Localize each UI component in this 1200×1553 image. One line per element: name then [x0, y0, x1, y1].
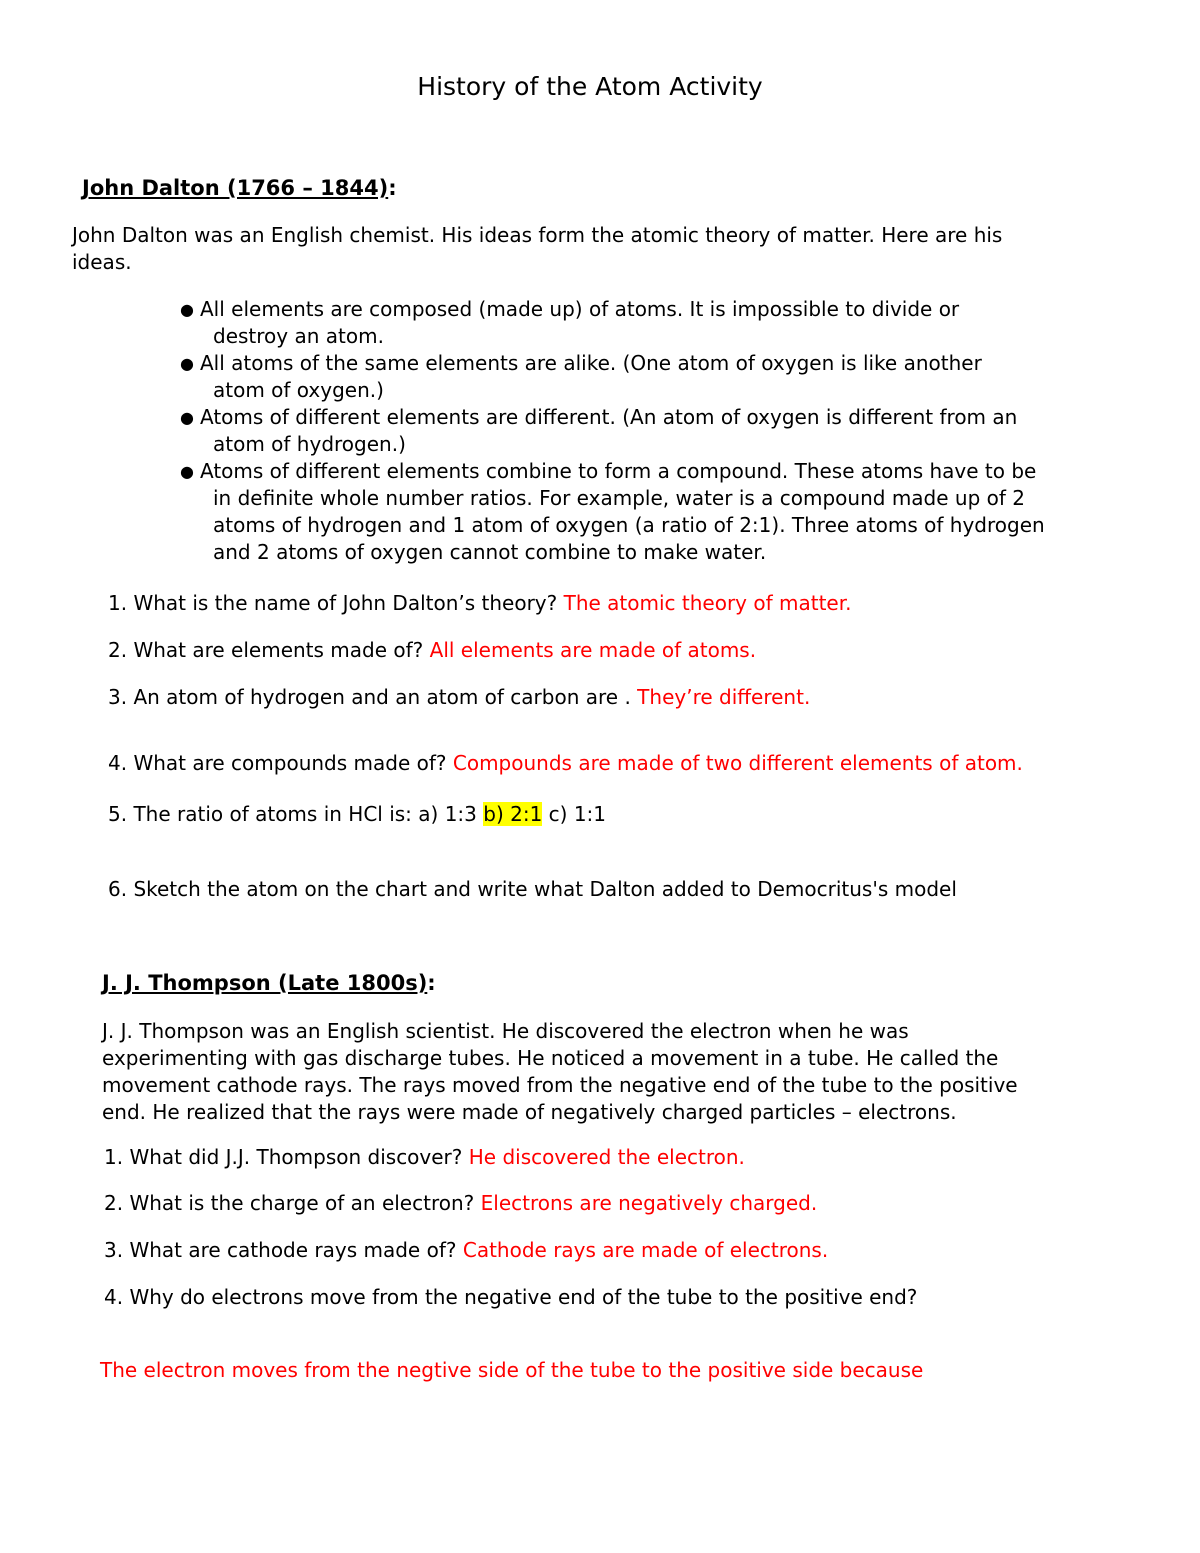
- dalton-question-4: [108, 750, 1023, 777]
- dalton-bullet-3: [180, 404, 1018, 458]
- dalton-question-5: [108, 801, 606, 828]
- thompson-intro: [102, 1018, 1018, 1126]
- dalton-question-3: [108, 684, 810, 711]
- answer-text: Electrons are negatively charged.: [480, 1191, 818, 1215]
- bullet-line: Atoms of different elements are different. (An atom of oxygen is different from an: [200, 405, 1018, 429]
- bullet-line: in definite whole number ratios. For example, water is a compound made up of 2: [213, 486, 1026, 510]
- thompson-question-1: [104, 1144, 745, 1171]
- question-text: 1. What did J.J. Thompson discover?: [104, 1145, 463, 1169]
- dalton-question-6: 6. Sketch the atom on the chart and write what Dalton added to Democritus's model: [108, 877, 957, 901]
- bullet-dot-icon: ●: [180, 354, 194, 373]
- question-text: 2. What are elements made of?: [108, 638, 424, 662]
- dalton-heading: [82, 176, 397, 200]
- question-text: 2. What is the charge of an electron?: [104, 1191, 475, 1215]
- thompson-question-4: [104, 1284, 917, 1311]
- answer-text: Cathode rays are made of electrons.: [462, 1238, 829, 1262]
- dalton-intro-line1: John Dalton was an English chemist. His ideas form the atomic theory of matter. Here are his: [72, 223, 1003, 247]
- answer-text: All elements are made of atoms.: [429, 638, 757, 662]
- question-option: c) 1:1: [548, 802, 606, 826]
- question-text: 1. What is the name of John Dalton’s theory?: [108, 591, 558, 615]
- bullet-line: and 2 atoms of oxygen cannot combine to make water.: [213, 540, 767, 564]
- question-text: 5. The ratio of atoms in HCl is: a) 1:3: [108, 802, 477, 826]
- answer-text: They’re different.: [637, 685, 811, 709]
- dalton-heading-text: John Dalton (1766 – 1844): [82, 176, 389, 200]
- dalton-bullet-2: [180, 350, 982, 404]
- answer-text: He discovered the electron.: [468, 1145, 745, 1169]
- thompson-heading-text: J. J. Thompson (Late 1800s): [102, 971, 428, 995]
- intro-line: movement cathode rays. The rays moved from the negative end of the tube to the positive: [102, 1073, 1018, 1097]
- thompson-heading-colon: :: [427, 971, 436, 995]
- thompson-heading: [102, 971, 436, 995]
- question-text: 3. What are cathode rays made of?: [104, 1238, 457, 1262]
- thompson-question-2: [104, 1190, 817, 1217]
- intro-line: experimenting with gas discharge tubes. He noticed a movement in a tube. He called the: [102, 1046, 999, 1070]
- dalton-intro-line2: ideas.: [72, 250, 132, 274]
- bullet-line: atoms of hydrogen and 1 atom of oxygen (a ratio of 2:1). Three atoms of hydrogen: [213, 513, 1045, 537]
- intro-line: J. J. Thompson was an English scientist. He discovered the electron when he was: [102, 1019, 909, 1043]
- dalton-bullet-4: [180, 458, 1045, 566]
- intro-line: end. He realized that the rays were made of negatively charged particles – electrons.: [102, 1100, 957, 1124]
- bullet-line: Atoms of different elements combine to form a compound. These atoms have to be: [200, 459, 1037, 483]
- bullet-line: All elements are composed (made up) of atoms. It is impossible to divide or: [200, 297, 960, 321]
- answer-text: Compounds are made of two different elements of atom.: [452, 751, 1023, 775]
- dalton-heading-colon: :: [388, 176, 397, 200]
- bullet-line: destroy an atom.: [213, 324, 384, 348]
- bullet-dot-icon: ●: [180, 462, 194, 481]
- answer-text: The atomic theory of matter.: [563, 591, 852, 615]
- dalton-question-2: [108, 637, 756, 664]
- bullet-line: All atoms of the same elements are alike. (One atom of oxygen is like another: [200, 351, 982, 375]
- question-text: 4. Why do electrons move from the negative end of the tube to the positive end?: [104, 1285, 918, 1309]
- thompson-final-answer: The electron moves from the negtive side of the tube to the positive side because: [100, 1358, 924, 1382]
- highlighted-answer: b) 2:1: [483, 802, 543, 826]
- bullet-line: atom of oxygen.): [213, 378, 384, 402]
- bullet-dot-icon: ●: [180, 300, 194, 319]
- thompson-question-3: [104, 1237, 828, 1264]
- bullet-dot-icon: ●: [180, 408, 194, 427]
- document-title: History of the Atom Activity: [417, 72, 763, 101]
- dalton-question-1: [108, 590, 851, 617]
- question-text: 4. What are compounds made of?: [108, 751, 447, 775]
- dalton-bullet-1: [180, 296, 960, 350]
- bullet-line: atom of hydrogen.): [213, 432, 406, 456]
- question-text: 3. An atom of hydrogen and an atom of carbon are .: [108, 685, 631, 709]
